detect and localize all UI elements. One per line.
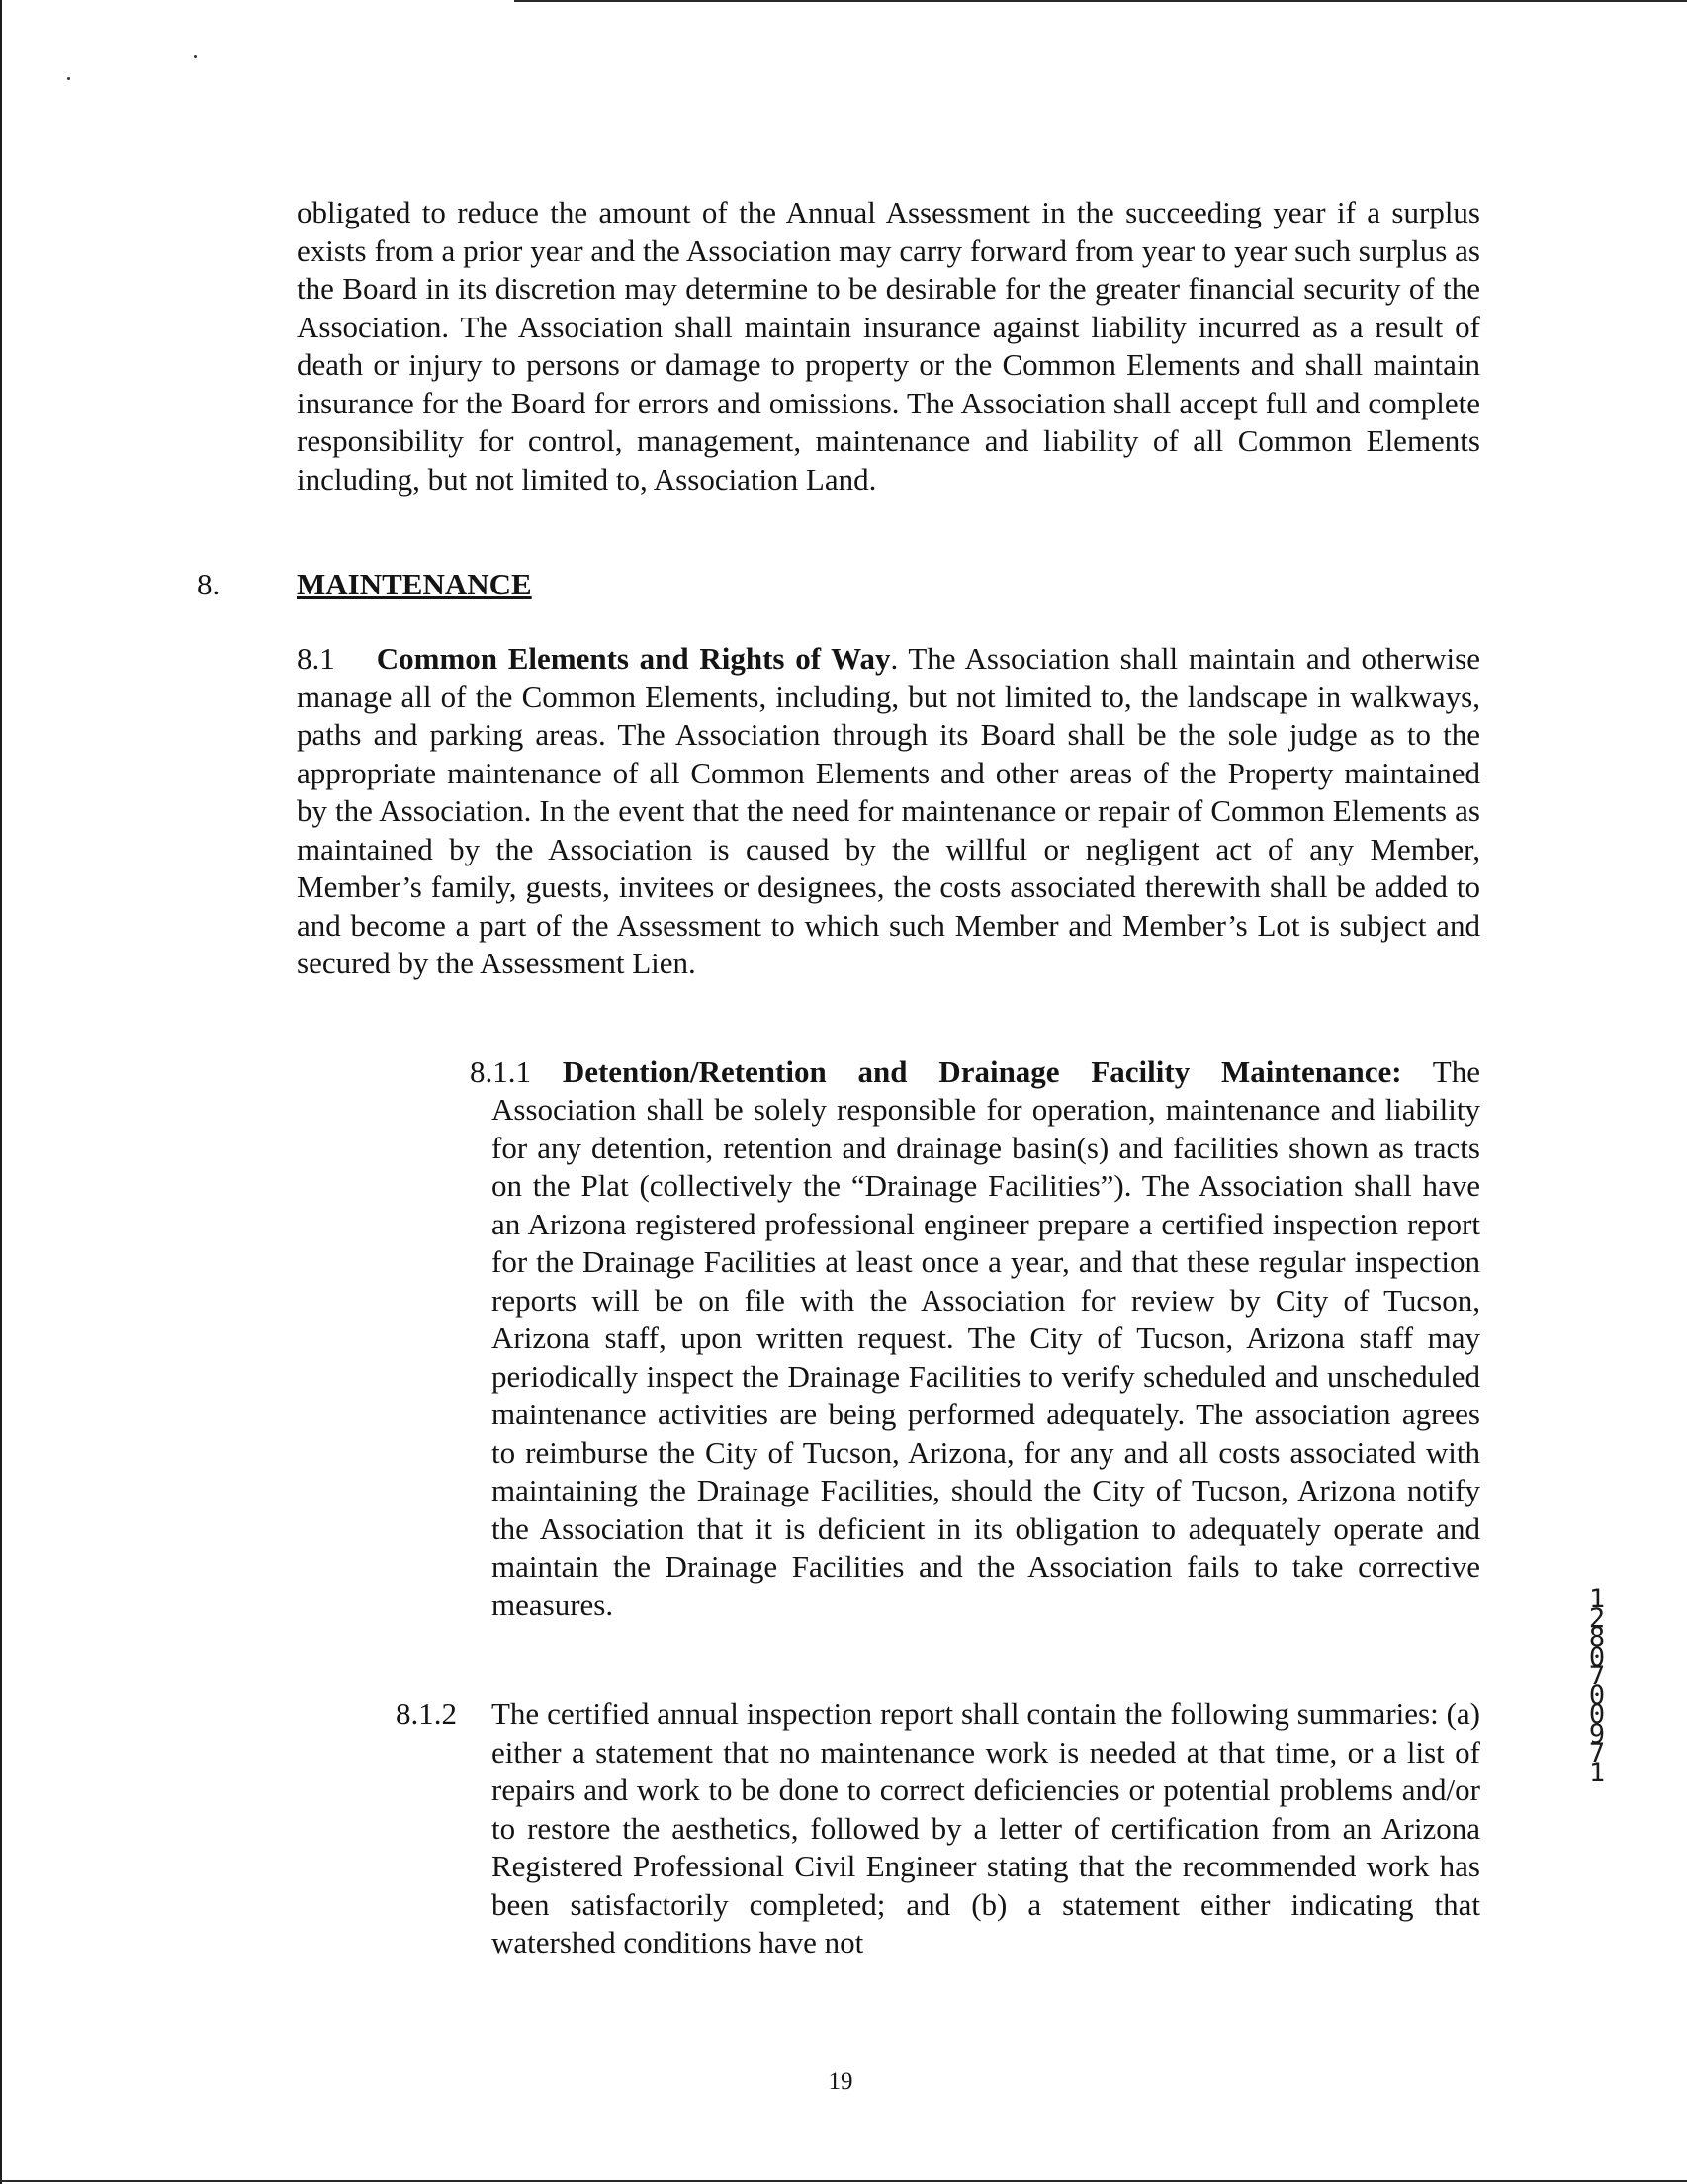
subsection-8-1-1-number: 8.1.1 xyxy=(470,1054,531,1089)
subsection-8-1-1-first-word: The xyxy=(1432,1054,1480,1089)
subsection-8-1-1-body: Association shall be solely responsible for operation, maintenance and liability for any detention, retention and drainage basin(s) and facilities shown as tracts on the Plat (collectively the “Drainage Facilities”). The Association shall have an Arizona registered professional engineer prepare a certified inspection report for the Drainage Facilities at least once a year, and that these regular inspection reports will be on file with the Association for review by City of Tucson, Arizona staff, upon written request. The City of Tucson, Arizona staff may periodically inspect the Drainage Facilities to verify scheduled and unscheduled maintenance activities are being performed adequately. The association agrees to reimburse the City of Tucson, Arizona, for any and all costs associated with maintaining the Drainage Facilities, should the City of Tucson, Arizona notify the Association that it is deficient in its obligation to adequately operate and maintain the Drainage Facilities and the Association fails to take corrective measures. xyxy=(491,1092,1480,1622)
section-number: 8. xyxy=(197,567,221,601)
continuation-paragraph: obligated to reduce the amount of the Annual Assessment in the succeeding year if a surplus exists from a prior year and the Association may carry forward from year to year such surplus as the Board in its discretion may determine to be desirable for the greater financial security of the Association. The Association shall maintain insurance against liability incurred as a result of death or injury to persons or damage to property or the Common Elements and shall maintain insurance for the Board for errors and omissions. The Association shall accept full and complete responsibility for control, management, maintenance and liability of all Common Elements including, but not limited to, Association Land. xyxy=(297,195,1480,497)
subsection-8-1 xyxy=(297,640,1480,983)
subsection-8-1-2-number: 8.1.2 xyxy=(396,1696,457,1731)
subsection-8-1-heading: Common Elements and Rights of Way xyxy=(376,641,891,676)
section-title: MAINTENANCE xyxy=(297,567,532,601)
page-number: 19 xyxy=(828,2068,853,2095)
subsection-8-1-1-heading-line xyxy=(470,1053,1480,1092)
scan-edge-bottom xyxy=(0,2180,1687,2182)
subsection-8-1-2-body: The certified annual inspection report shall contain the following summaries: (a) either a statement that no maintenance work is needed at that time, or a list of repairs and work to be done to correct deficiencies or potential problems and/or to restore the aesthetics, followed by a letter of certification from an Arizona Registered Professional Civil Engineer stating that the recommended work has been satisfactorily completed; and (b) a statement either indicating that watershed conditions have not xyxy=(491,1696,1480,1959)
scan-speck xyxy=(194,55,197,58)
subsection-8-1-body: . The Association shall maintain and otherwise manage all of the Common Elements, including, but not limited to, the landscape in walkways, paths and parking areas. The Association through its Board shall be the sole judge as to the appropriate maintenance of all Common Elements and other areas of the Property maintained by the Association. In the event that the need for maintenance or repair of Common Elements as maintained by the Association is caused by the willful or negligent act of any Member, Member’s family, guests, invitees or designees, the costs associated therewith shall be added to and become a part of the Assessment to which such Member and Member’s Lot is subject and secured by the Assessment Lien. xyxy=(297,641,1480,980)
scan-speck xyxy=(67,77,70,80)
subsection-8-1-number: 8.1 xyxy=(297,641,335,676)
scan-edge-left xyxy=(0,0,2,2184)
scan-edge-top xyxy=(514,0,1687,2)
recording-stamp: 12807 00971 xyxy=(1588,1584,1606,1788)
subsection-8-1-1-heading: Detention/Retention and Drainage Facility Maintenance: xyxy=(562,1054,1402,1089)
